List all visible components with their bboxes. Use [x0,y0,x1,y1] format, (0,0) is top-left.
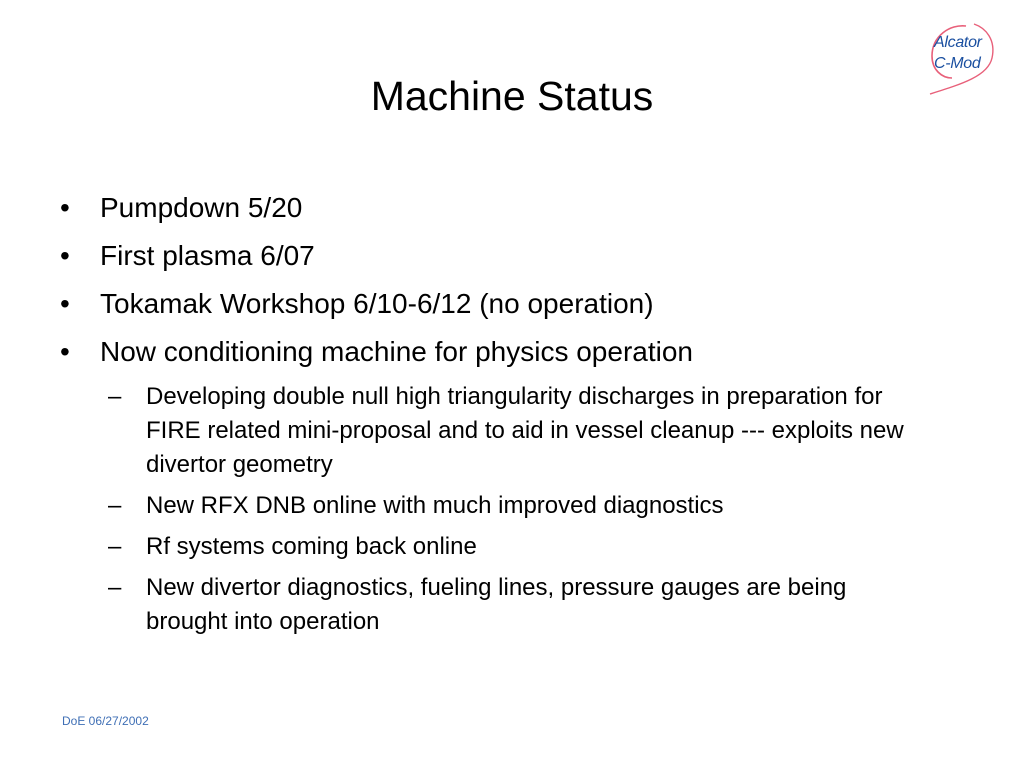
bullet-item [60,332,960,372]
slide-body [60,188,960,646]
sub-bullet-marker: – [108,492,122,519]
bullet-item [60,188,960,228]
bullet-text: First plasma 6/07 [100,240,315,271]
logo-line-2: C-Mod [934,55,981,72]
bullet-marker: • [60,240,70,271]
footer-date: DoE 06/27/2002 [62,714,149,728]
bullet-list [60,188,960,372]
sub-bullet-text: New divertor diagnostics, fueling lines, pressure gauges are being brought into operation [146,574,847,635]
bullet-text: Tokamak Workshop 6/10-6/12 (no operation) [100,288,654,319]
slide-title: Machine Status [370,73,654,119]
bullet-text: Now conditioning machine for physics operation [100,336,693,367]
bullet-marker: • [60,336,70,367]
bullet-item [60,284,960,324]
bullet-marker: • [60,192,70,223]
sub-bullet-marker: – [108,533,122,560]
sub-bullet-item [108,380,906,482]
sub-bullet-item [108,530,906,564]
bullet-text: Pumpdown 5/20 [100,192,303,223]
sub-bullet-item [108,489,906,523]
sub-bullet-text: Rf systems coming back online [146,533,477,560]
sub-bullet-marker: – [108,383,122,410]
bullet-marker: • [60,288,70,319]
alcator-cmod-logo [922,22,1002,100]
sub-bullet-item [108,571,906,639]
bullet-item [60,236,960,276]
sub-bullet-marker: – [108,574,122,601]
sub-bullet-text: Developing double null high triangularity discharges in preparation for FIRE related mini-proposal and to aid in vessel cleanup --- exploits new divertor geometry [146,383,904,478]
sub-bullet-text: New RFX DNB online with much improved diagnostics [146,492,724,519]
logo-line-1: Alcator [934,34,982,51]
sub-bullet-list [108,380,960,639]
